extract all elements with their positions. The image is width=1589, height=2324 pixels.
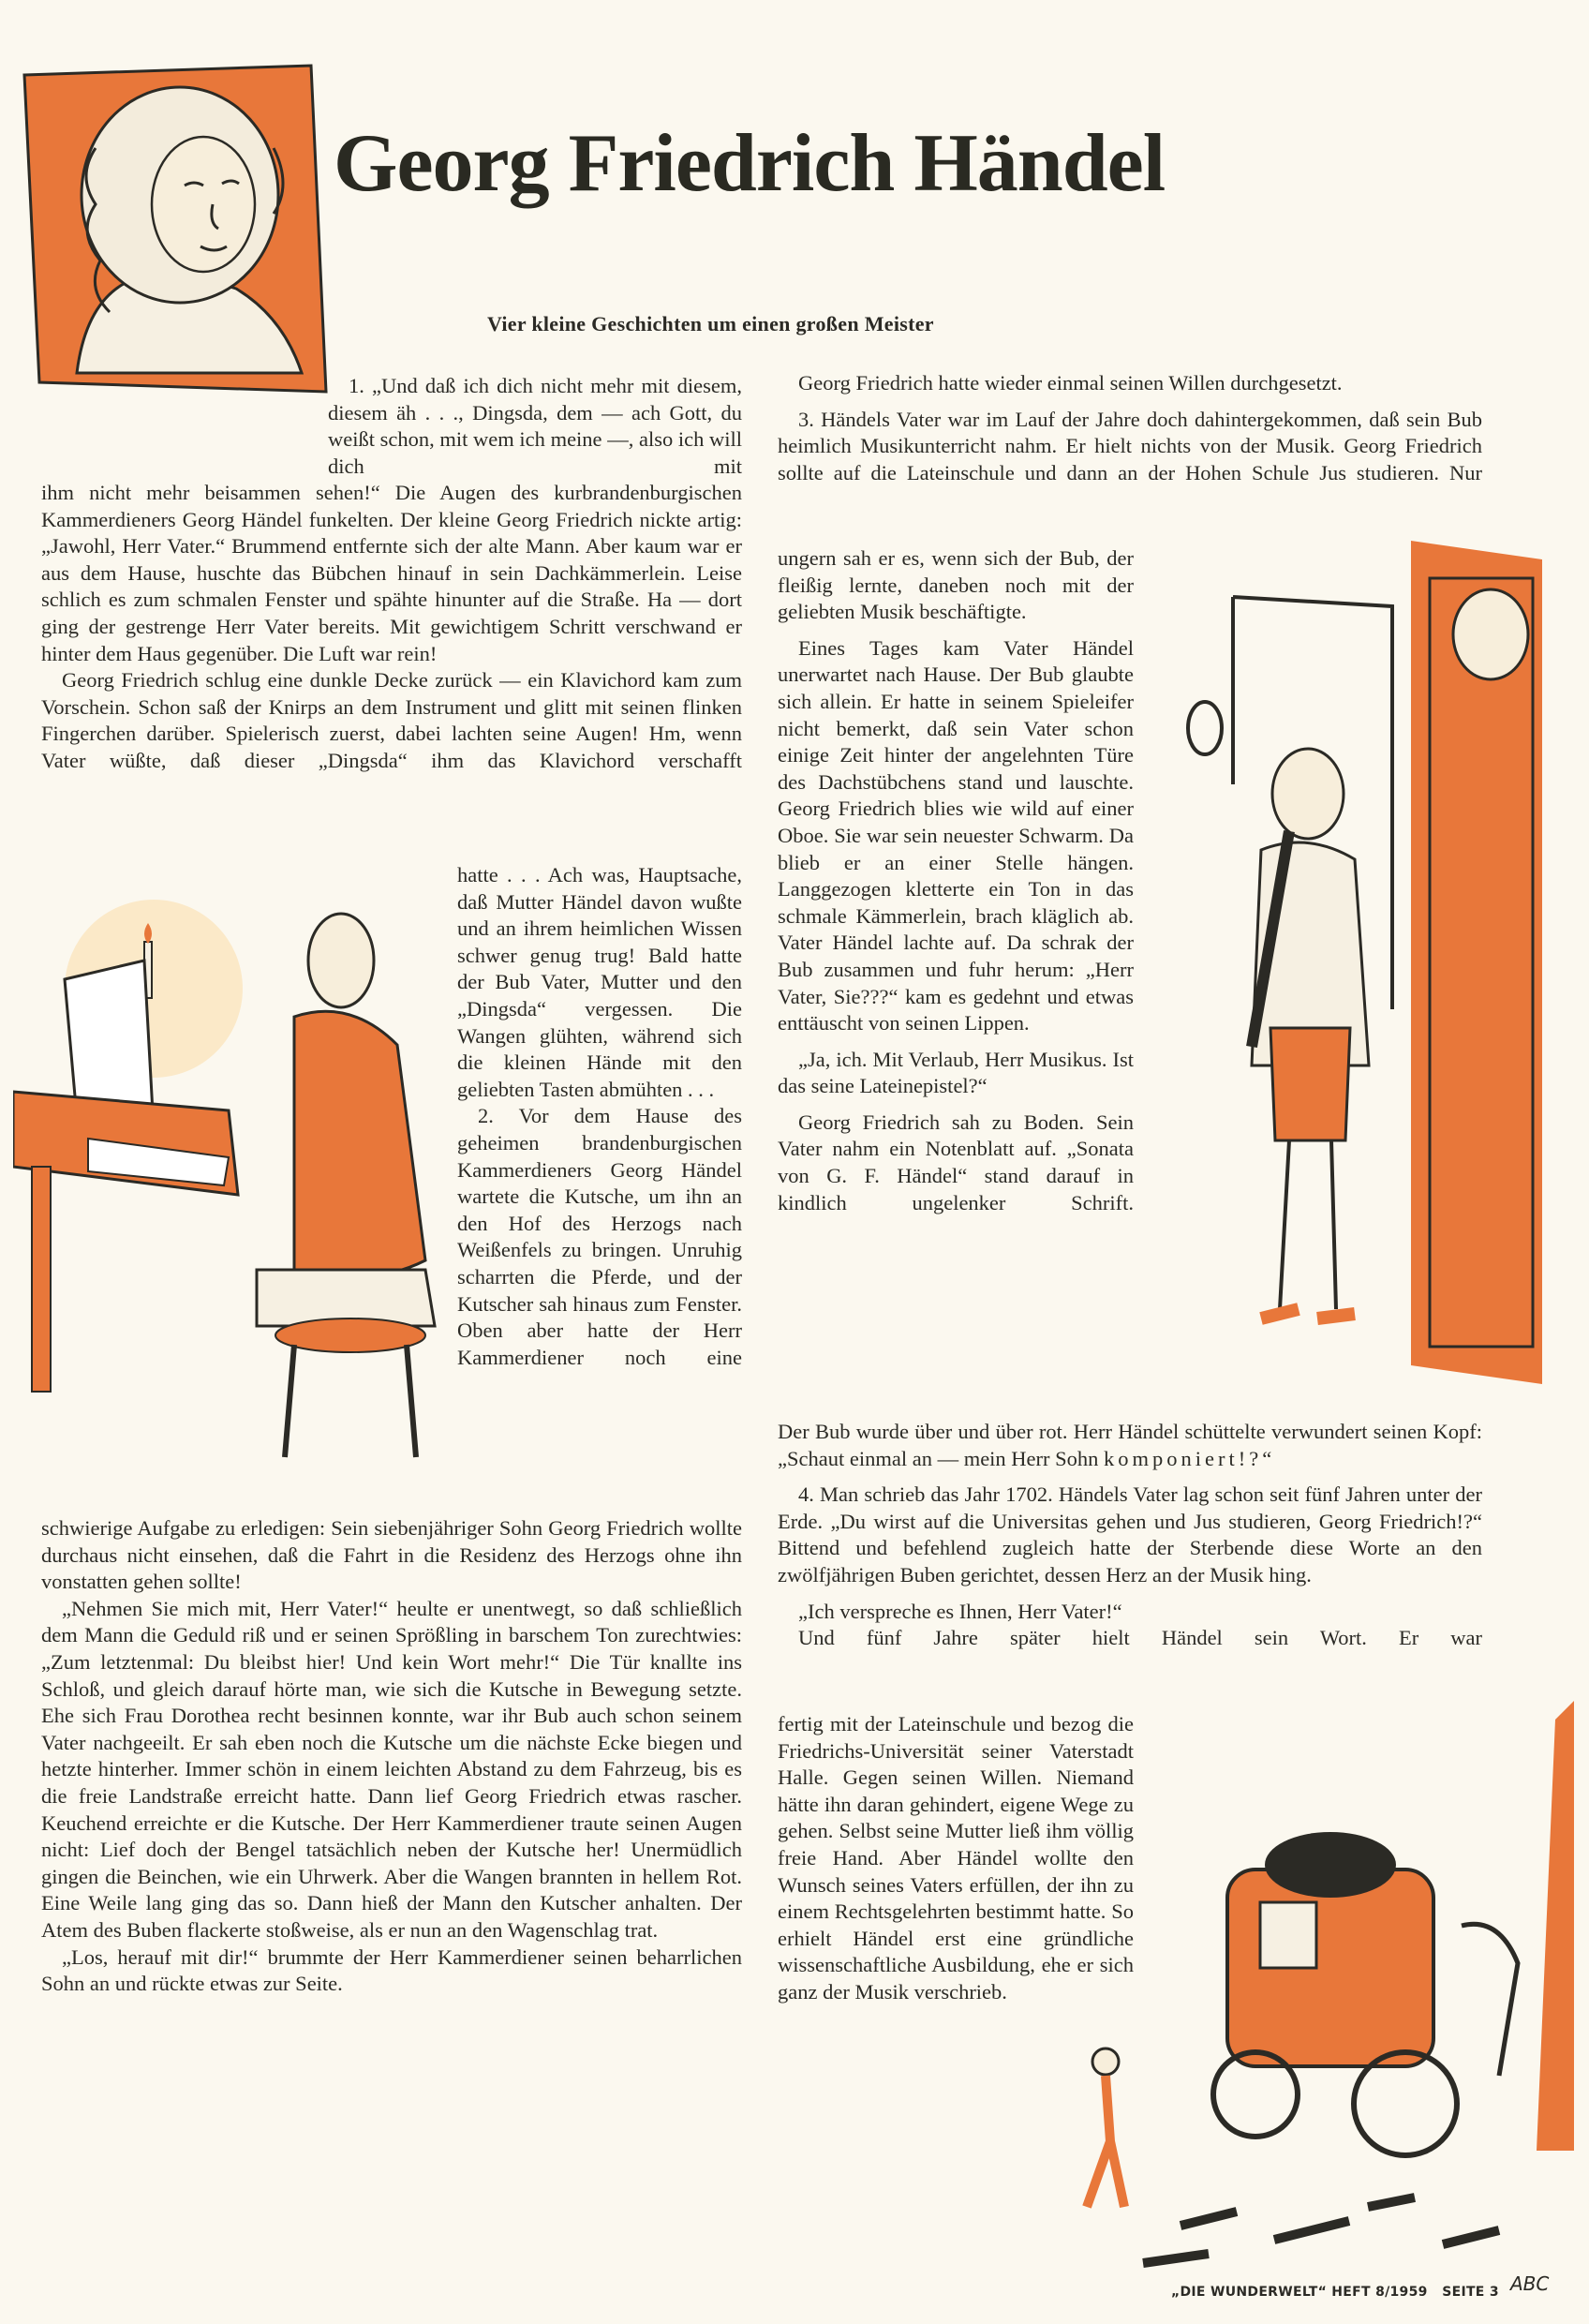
story-3-intro [778, 370, 1482, 486]
paragraph: 2. Vor dem Hause des geheimen brandenburgischen Kammerdieners Georg Händel wartete die Kutsche, um ihn an den Hof des Herzogs nach Weißenfels zu bringen. Unruhig scharrten die Pferde, und der Kutscher sah hinaus zum Fenster. Oben aber hatte der Herr Kammerdiener noch eine [457, 1104, 742, 1369]
paragraph: Georg Friedrich hatte wieder einmal seinen Willen durchgesetzt. [798, 371, 1343, 395]
paragraph: Eines Tages kam Vater Händel unerwartet nach Hause. Der Bub glaubte sich allein. Er hatte in seinem Spieleifer nicht bemerkt, daß sein Vater schon einige Zeit hinter der angelehnten Türe des Dachstübchens stand und lauschte. Georg Friedrich blies wie wild auf einer Oboe. Sie war sein neuester Schwarm. Da blieb er an einer Stelle hängen. Langgezogen kletterte ein Ton in das schmale Kämmerlein, brach kläglich ab. Vater Händel lachte auf. Da schrak der Bub zusammen und fuhr herum: „Herr Vater, Sie???“ kam es gedehnt und etwas enttäuscht von seinen Lippen. [778, 635, 1134, 1035]
artist-signature: ABC [1510, 2272, 1550, 2295]
paragraph: hatte . . . Ach was, Hauptsache, daß Mutter Händel davon wußte und an ihrem heimlichen Wissen schwer genug trug! Bald hatte der Bub Vater, Mutter und den „Dingsda“ vergessen. Die Wangen glühten, während sich die kleinen Hände mit den geliebten Tasten abmühten . . . [457, 863, 742, 1101]
paragraph: „Los, herauf mit dir!“ brummte der Herr Kammerdiener seinen beharrlichen Sohn an und rückte etwas zur Seite. [41, 1944, 742, 1996]
paragraph: „Ja, ich. Mit Verlaub, Herr Musikus. Ist das seine Lateinepistel?“ [778, 1047, 1134, 1098]
paragraph: 1. „Und daß ich dich nicht mehr mit diesem, diesem äh . . ., Dingsda, dem — ach Gott, du weißt schon, mit wem ich meine —, also ich will dich mit [328, 374, 742, 478]
paragraph: 3. Händels Vater war im Lauf der Jahre doch dahintergekommen, daß sein Bub heimlich Musikunterricht nahm. Er hielt nichts von der Musik. Georg Friedrich sollte auf die Lateinschule und dann an der Hohen Schule Jus studieren. Nur [778, 407, 1482, 484]
story-1-continued-and-story-2 [457, 862, 742, 1371]
paragraph: schwierige Aufgabe zu erledigen: Sein siebenjähriger Sohn Georg Friedrich wollte durchaus nicht einsehen, daß die Fahrt in die Residenz des Herzogs ohne ihn vonstatten gehen sollte! [41, 1516, 742, 1594]
emphasized-text: komponiert!?“ [1104, 1446, 1276, 1470]
boy-at-clavichord-illustration [13, 886, 463, 1485]
story-3-end-and-story-4 [778, 1419, 1482, 1652]
story-2-body [41, 1515, 742, 1998]
paragraph: 4. Man schrieb das Jahr 1702. Händels Vater lag schon seit fünf Jahren unter der Erde. „Du wirst auf die Universitas gehen und Jus studieren, Georg Friedrich!?“ Bittend und befehlend zugleich hatte der Sterbende diese Worte an den zwölfjährigen Buben gerichtet, dessen Herz an der Musik hing. [778, 1482, 1482, 1587]
paragraph: Georg Friedrich schlug eine dunkle Decke zurück — ein Klavichord kam zum Vorschein. Schon saß der Knirps an dem Instrument und glitt mit seinen flinken Fingerchen darüber. Spielerisch zuerst, dabei lachten seine Augen! Hm, wenn Vater wüßte, daß dieser „Dingsda“ ihm das Klavichord verschafft [41, 668, 742, 772]
paragraph: Und fünf Jahre später hielt Händel sein Wort. Er war [798, 1626, 1482, 1650]
story-1-intro [328, 373, 742, 480]
page-subtitle: Vier kleine Geschichten um einen großen Meister [487, 312, 934, 335]
story-1-body [41, 480, 742, 775]
paragraph: Georg Friedrich sah zu Boden. Sein Vater nahm ein Notenblatt auf. „Sonata von G. F. Händel“ stand darauf in kindlich ungelenker Schrift. [778, 1110, 1134, 1214]
text: Der Bub wurde über und über rot. Herr Händel schüttelte verwundert seinen Kopf: „Schaut einmal an — mein Herr Sohn [778, 1420, 1482, 1470]
paragraph: fertig mit der Lateinschule und bezog die Friedrichs-Universität seiner Vaterstadt Halle. Gegen seinen Willen. Niemand hätte ihn daran gehindert, eigene Wege zu gehen. Selbst seine Mutter ließ ihm völlig freie Hand. Aber Händel wollte den Wunsch seines Vaters erfüllen, der ihn zu einem Rechtsgelehrten bestimmt hatte. So erhielt Händel erst eine gründliche wissenschaftliche Ausbildung, ehe er sich ganz der Musik verschrieb. [778, 1712, 1134, 2004]
paragraph: „Ich verspreche es Ihnen, Herr Vater!“ [798, 1599, 1122, 1623]
paragraph: ungern sah er es, wenn sich der Bub, der fleißig lernte, daneben noch mit der geliebten Musik beschäftigte. [778, 546, 1134, 624]
story-3-body [778, 545, 1134, 1216]
paragraph: ihm nicht mehr beisammen sehen!“ Die Augen des kurbrandenburgischen Kammerdieners Georg Händel funkelten. Der kleine Georg Friedrich nickte artig: „Jawohl, Herr Vater.“ Brummend entfernte sich der alte Mann. Aber kaum war er aus dem Hause, huschte das Bübchen hinauf in sein Dachkämmerlein. Leise schlich es zum schmalen Fenster und spähte hinunter auf die Straße. Ha — dort ging der gestrenge Herr Vater bereits. Mit gewichtigem Schritt verschwand er hinter dem Haus gegenüber. Die Luft war rein! [41, 481, 742, 665]
boy-with-oboe-and-father-illustration [1149, 541, 1561, 1384]
paragraph [778, 1419, 1482, 1472]
page-title: Georg Friedrich Händel [334, 118, 1166, 209]
footer-publication-info: „DIE WUNDERWELT“ HEFT 8/1959 SEITE 3 [1171, 2285, 1499, 2300]
haendel-portrait-illustration [21, 64, 330, 396]
coach-and-running-boy-illustration [1068, 1701, 1574, 2272]
paragraph: „Nehmen Sie mich mit, Herr Vater!“ heulte er unentwegt, so daß schließlich dem Mann die Geduld riß und er seinen Sprößling in barschem Ton zurechtwies: „Zum letztenmal: Du bleibst hier! Und kein Wort mehr!“ Die Tür knallte ins Schloß, und gleich darauf hörte man, wie sich die Kutsche in Bewegung setzte. Ehe sich Frau Dorothea recht besinnen konnte, war ihr Bub auch schon seinem Vater nachgeeilt. Er sah eben noch die Kutsche um die nächste Ecke biegen und hetzte hinterher. Immer schön in einem leichten Abstand zu dem Fahrzeug, bis es die freie Landstraße erreicht hatte. Dann lief Georg Friedrich etwas rascher. Keuchend erreichte er die Kutsche. Der Herr Kammerdiener traute seinen Augen nicht: Lief doch der Bengel tatsächlich neben der Kutsche her! Unermüdlich gingen die Beinchen, wie ein Uhrwerk. Aber die Wangen brannten in hellem Rot. Eine Weile lang ging das so. Dann hieß der Mann den Kutscher anhalten. Der Atem des Buben flackerte stoßweise, als er nun an den Wagenschlag trat. [41, 1596, 742, 1942]
